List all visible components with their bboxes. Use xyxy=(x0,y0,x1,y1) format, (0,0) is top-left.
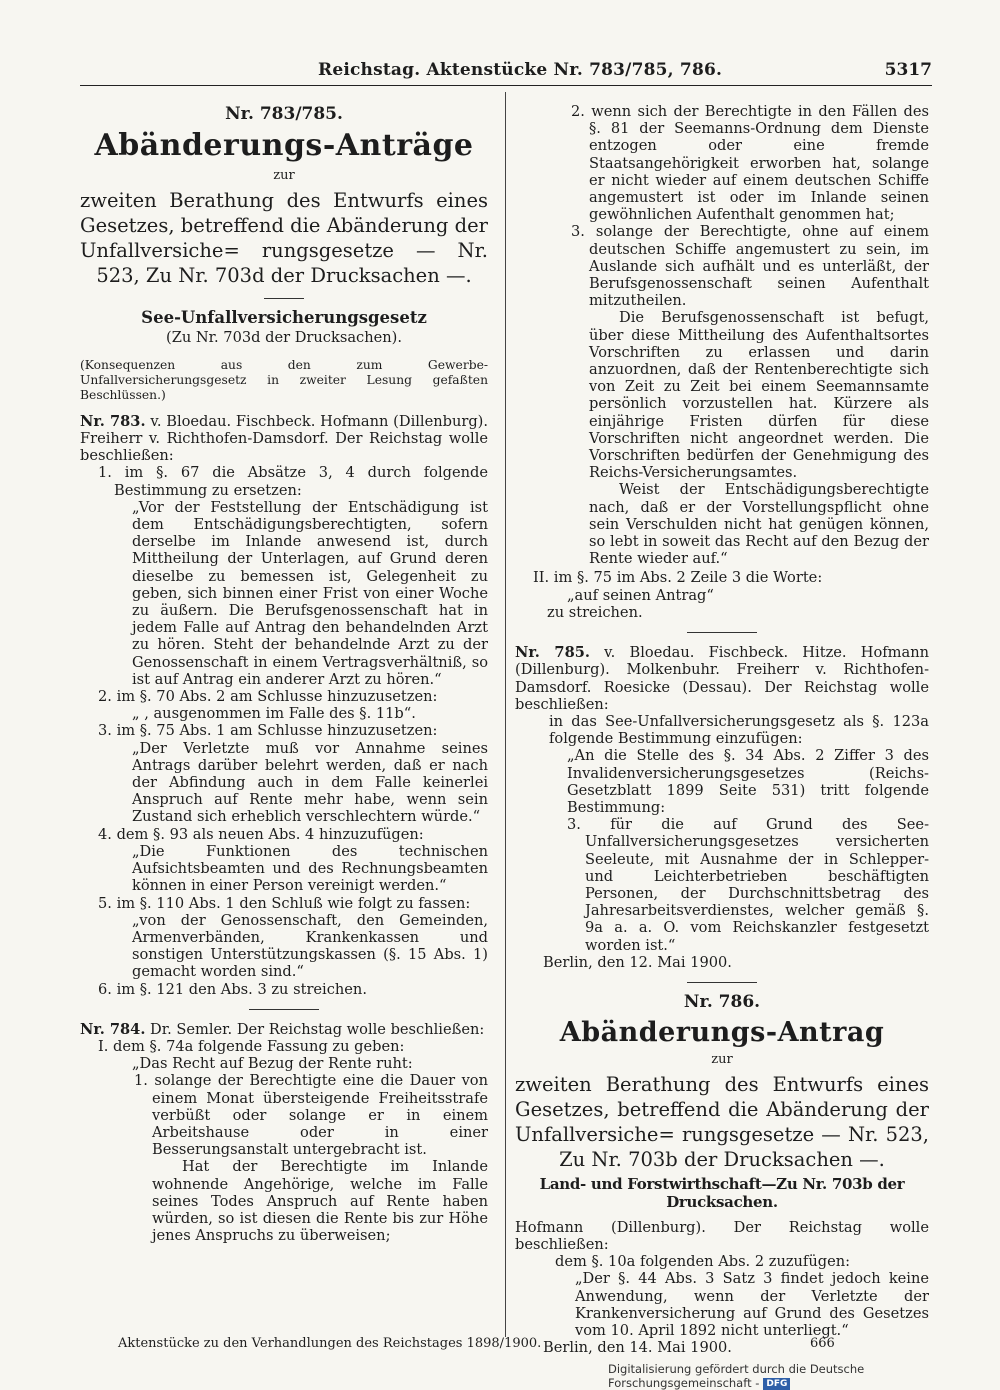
item-I-quote: „Das Recht auf Bezug der Rente ruht: xyxy=(132,1055,413,1073)
running-title: Reichstag. Aktenstücke Nr. 783/785, 786. xyxy=(318,60,723,80)
item-I-3b: Die Berufsgenossenschaft ist befugt, über diese Mittheilung des Aufenthaltsortes Vorschriften zu erlassen und darin anzuordnen, daß der Rentenberechtigte sich von Zeit zu Zeit bei einem Seemannsamte persönlich vorzustellen hat. Kürzere als einjährige Fristen dürfen für diese Vorschriften nicht angeordnet werden. Die Vorschriften bedürfen der Genehmigung des Reichs-Versicherungsamtes. xyxy=(589,309,929,482)
motion-785-quote: „An die Stelle des §. 34 Abs. 2 Ziffer 3 des Invalidenversicherungsgesetzes (Reichs-Gesetzblatt 1899 Seite 531) tritt folgende Bestimmung: xyxy=(567,747,929,816)
footer-left: Aktenstücke zu den Verhandlungen des Reichstages 1898/1900. xyxy=(118,1336,542,1351)
header-rule xyxy=(80,85,932,86)
law-name: See-Unfallversicherungsgesetz xyxy=(141,308,427,328)
item-II-end: zu streichen. xyxy=(547,603,643,621)
page-number: 5317 xyxy=(884,60,932,80)
motion-text: v. Bloedau. Fischbeck. Hofmann (Dillenburg). Freiherr v. Richthofen-Damsdorf. Der Reichstag wolle beschließen: xyxy=(80,412,488,465)
motion-785-date: Berlin, den 12. Mai 1900. xyxy=(543,953,732,971)
motion-785 xyxy=(515,644,929,713)
item-II-intro: II. im §. 75 im Abs. 2 Zeile 3 die Worte: xyxy=(533,569,823,587)
section-zur: zur xyxy=(711,1052,733,1068)
motion-786-quote: „Der §. 44 Abs. 3 Satz 3 findet jedoch keine Anwendung, wenn der Verletzte der Krankenversicherung auf Grund des Gesetzes vom 10. April 1892 nicht unterliegt.“ xyxy=(575,1270,929,1339)
right-column xyxy=(515,103,929,1356)
item-I-3c: Weist der Entschädigungsberechtigte nach, daß er der Vorstellungspflicht ohne sein Verschulden nicht hat genügen können, so lebt in soweit das Recht auf den Bezug der Rente wieder auf.“ xyxy=(589,481,929,568)
divider xyxy=(249,1009,319,1010)
item-2-quote: „ , ausgenommen im Falle des §. 11b“. xyxy=(132,705,416,723)
item-I-2: 2. wenn sich der Berechtigte in den Fällen des §. 81 der Seemanns-Ordnung dem Dienste entzogen oder eine fremde Staatsangehörigkeit erworben hat, solange er nicht wieder auf einem deutschen Schiffe angemustert ist oder im Inlande seinen gewöhnlichen Aufenthalt genommen hat; xyxy=(571,103,929,224)
motion-784 xyxy=(80,1021,488,1038)
section-number: Nr. 786. xyxy=(683,991,761,1012)
section-title: Abänderungs-Antrag xyxy=(559,1017,885,1049)
item-3-intro: 3. im §. 75 Abs. 1 am Schlusse hinzuzusetzen: xyxy=(98,722,438,740)
divider xyxy=(687,982,757,983)
item-2-intro: 2. im §. 70 Abs. 2 am Schlusse hinzuzusetzen: xyxy=(98,688,438,706)
section-subtitle: zweiten Berathung des Entwurfs eines Gesetzes, betreffend die Abänderung der Unfallversiche= rungsgesetze — Nr. 523, Zu Nr. 703d der Drucksachen —. xyxy=(80,189,488,288)
law-name: Land- und Forstwirthschaft—Zu Nr. 703b der Drucksachen. xyxy=(539,1175,905,1211)
item-6: 6. im §. 121 den Abs. 3 zu streichen. xyxy=(98,980,367,998)
motion-785-intro: in das See-Unfallversicherungsgesetz als §. 123a folgende Bestimmung einzufügen: xyxy=(549,712,929,748)
motion-785-quote-3: 3. für die auf Grund des See-Unfallversicherungsgesetzes versicherten Seeleute, mit Ausnahme der in Schlepper- und Leichterbetrieben beschäftigten Personen, der Durchschnittsbetrag des Jahresarbeitsverdienstes, welcher gemäß §. 9a a. a. O. vom Reichskanzler festgesetzt worden ist.“ xyxy=(567,816,929,954)
item-5-intro: 5. im §. 110 Abs. 1 den Schluß wie folgt zu fassen: xyxy=(98,894,471,912)
item-1-intro: 1. im §. 67 die Absätze 3, 4 durch folgende Bestimmung zu ersetzen: xyxy=(98,464,488,499)
motion-label: Nr. 784. xyxy=(80,1020,146,1038)
left-column xyxy=(80,103,488,1244)
digitization-text: Digitalisierung gefördert durch die Deutsche Forschungsgemeinschaft - xyxy=(608,1362,865,1390)
motion-text: Dr. Semler. Der Reichstag wolle beschließen: xyxy=(150,1020,485,1038)
digitization-note xyxy=(608,1362,1000,1390)
law-reference: (Zu Nr. 703d der Drucksachen). xyxy=(166,328,402,346)
section-number: Nr. 783/785. xyxy=(225,104,343,124)
section-zur: zur xyxy=(273,168,295,184)
divider xyxy=(264,298,304,299)
item-4-intro: 4. dem §. 93 als neuen Abs. 4 hinzuzufügen: xyxy=(98,825,424,843)
item-I-1: 1. solange der Berechtigte eine die Dauer von einem Monat übersteigende Freiheitsstrafe verbüßt oder solange er in einem Arbeitshause oder in einer Besserungsanstalt untergebracht ist. xyxy=(134,1072,488,1159)
item-1-quote: „Vor der Feststellung der Entschädigung ist dem Entschädigungsberechtigten, sofern derselbe im Inlande anwesend ist, durch Mittheilung der Unterlagen, auf Grund deren dieselbe zu bemessen ist, Gelegenheit zu geben, sich binnen einer Frist von einer Woche zu äußern. Die Berufsgenossenschaft hat in jedem Falle auf Antrag den behandelnden Arzt zu hören. Steht der behandelnde Arzt zu der Genossenschaft in einem Vertragsverhältniß, so ist auf Antrag ein anderer Arzt zu hören.“ xyxy=(132,498,488,688)
item-I-3: 3. solange der Berechtigte, ohne auf einem deutschen Schiffe angemustert zu sein, im Auslande sich aufhält und es unterläßt, der Berufsgenossenschaft seinen Aufenthalt mitzutheilen. xyxy=(571,223,929,310)
motion-label: Nr. 785. xyxy=(515,644,590,662)
section-title: Abänderungs-Anträge xyxy=(94,128,474,164)
section-subtitle: zweiten Berathung des Entwurfs eines Gesetzes, betreffend die Abänderung der Unfallversiche= rungsgesetze — Nr. 523, Zu Nr. 703b der Drucksachen —. xyxy=(515,1073,929,1172)
motion-786-intro: dem §. 10a folgenden Abs. 2 zuzufügen: xyxy=(555,1253,851,1271)
motion-text: v. Bloedau. Fischbeck. Hitze. Hofmann (Dillenburg). Molkenbuhr. Freiherr v. Richthofen-Damsdorf. Roesicke (Dessau). Der Reichstag wolle beschließen: xyxy=(515,644,929,713)
item-I-intro: I. dem §. 74a folgende Fassung zu geben: xyxy=(98,1037,405,1055)
consequence-note: (Konsequenzen aus den zum Gewerbe-Unfallversicherungsgesetz in zweiter Lesung gefaßten Beschlüssen.) xyxy=(80,357,488,402)
footer-number: 666 xyxy=(810,1336,835,1351)
motion-label: Nr. 783. xyxy=(80,412,146,430)
divider xyxy=(687,632,757,633)
motion-783 xyxy=(80,413,488,465)
item-4-quote: „Die Funktionen des technischen Aufsichtsbeamten und des Rechnungsbeamten können in einer Person vereinigt werden.“ xyxy=(132,842,488,895)
motion-786-date: Berlin, den 14. Mai 1900. xyxy=(543,1339,732,1357)
item-5-quote: „von der Genossenschaft, den Gemeinden, Armenverbänden, Krankenkassen und sonstigen Unterstützungskassen (§. 15 Abs. 1) gemacht worden sind.“ xyxy=(132,911,488,981)
dfg-logo-icon: DFG xyxy=(763,1378,790,1390)
item-I-1b: Hat der Berechtigte im Inlande wohnende Angehörige, welche im Falle seines Todes Anspruch auf Rente haben würden, so ist diesen die Rente bis zur Höhe jenes Anspruchs zu überweisen; xyxy=(152,1158,488,1245)
item-II-quote: „auf seinen Antrag“ xyxy=(567,586,714,604)
column-divider xyxy=(505,92,506,1337)
item-3-quote: „Der Verletzte muß vor Annahme seines Antrags darüber belehrt werden, daß er nach der Abfindung auch in dem Falle keinerlei Anspruch auf Rente mehr habe, wenn sein Zustand sich erheblich verschlechtern würde.“ xyxy=(132,739,488,826)
motion-786: Hofmann (Dillenburg). Der Reichstag wolle beschließen: xyxy=(515,1218,929,1253)
